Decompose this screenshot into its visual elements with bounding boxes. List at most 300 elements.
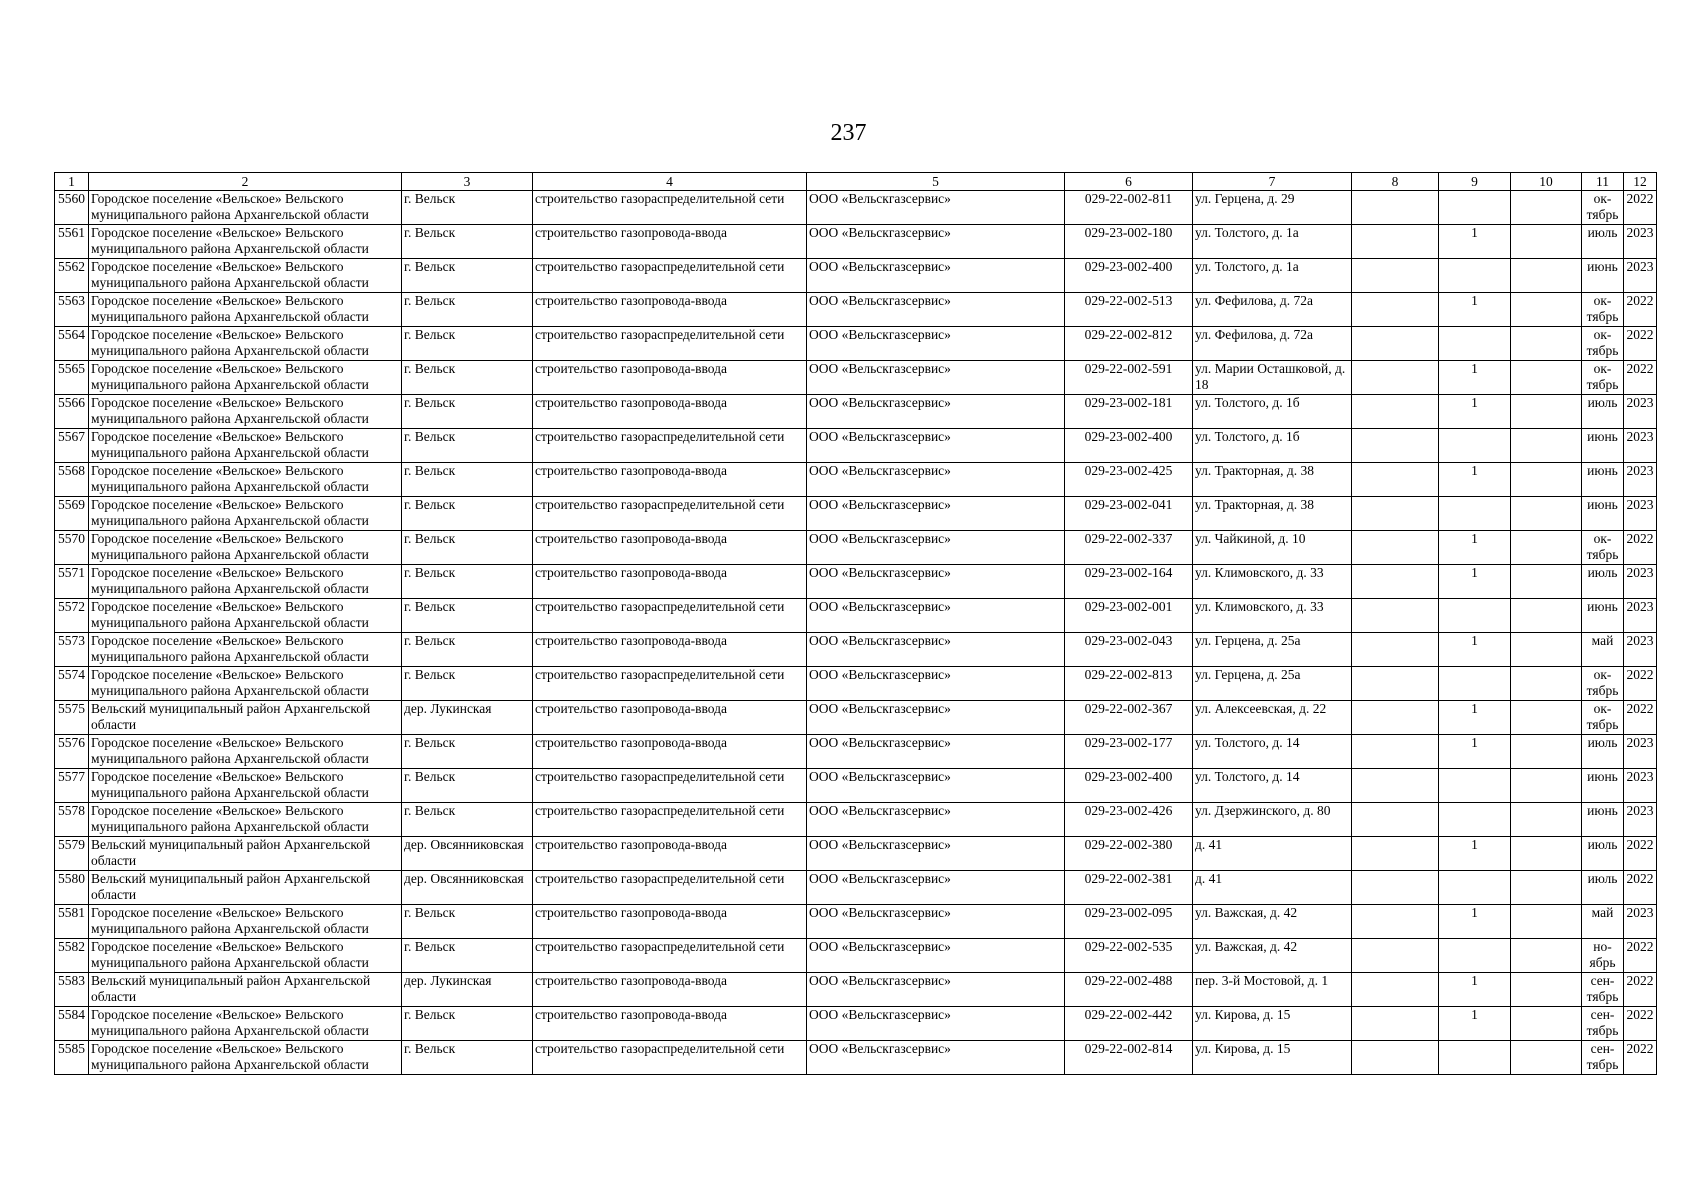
- work-type-cell: строительство газораспределительной сети: [533, 497, 807, 531]
- work-type-cell: строительство газораспределительной сети: [533, 1041, 807, 1075]
- settlement-cell: г. Вельск: [402, 463, 533, 497]
- column-header: 10: [1511, 173, 1582, 191]
- company-cell: ООО «Вельскгазсервис»: [807, 327, 1065, 361]
- object-code-cell: 029-23-002-180: [1065, 225, 1193, 259]
- table-row: [55, 293, 1657, 327]
- month-cell: ок-тябрь: [1582, 667, 1624, 701]
- row-number-cell: 5564: [55, 327, 89, 361]
- municipality-cell: Городское поселение «Вельское» Вельского муниципального района Архангельской области: [89, 1041, 402, 1075]
- municipality-cell: Городское поселение «Вельское» Вельского муниципального района Архангельской области: [89, 939, 402, 973]
- count-cell: [1439, 803, 1511, 837]
- column-8-cell: [1352, 939, 1439, 973]
- month-cell: ок-тябрь: [1582, 327, 1624, 361]
- object-code-cell: 029-22-002-337: [1065, 531, 1193, 565]
- column-8-cell: [1352, 1007, 1439, 1041]
- column-10-cell: [1511, 1007, 1582, 1041]
- row-number-cell: 5565: [55, 361, 89, 395]
- column-header: 11: [1582, 173, 1624, 191]
- work-type-cell: строительство газопровода-ввода: [533, 633, 807, 667]
- address-cell: ул. Герцена, д. 29: [1193, 191, 1352, 225]
- company-cell: ООО «Вельскгазсервис»: [807, 395, 1065, 429]
- object-code-cell: 029-22-002-381: [1065, 871, 1193, 905]
- column-10-cell: [1511, 565, 1582, 599]
- column-header: 3: [402, 173, 533, 191]
- company-cell: ООО «Вельскгазсервис»: [807, 293, 1065, 327]
- column-header: 5: [807, 173, 1065, 191]
- object-code-cell: 029-23-002-425: [1065, 463, 1193, 497]
- month-cell: ок-тябрь: [1582, 191, 1624, 225]
- count-cell: 1: [1439, 973, 1511, 1007]
- municipality-cell: Городское поселение «Вельское» Вельского муниципального района Архангельской области: [89, 191, 402, 225]
- year-cell: 2023: [1624, 463, 1657, 497]
- month-cell: но-ябрь: [1582, 939, 1624, 973]
- month-cell: ок-тябрь: [1582, 701, 1624, 735]
- work-type-cell: строительство газопровода-ввода: [533, 565, 807, 599]
- settlement-cell: г. Вельск: [402, 429, 533, 463]
- year-cell: 2023: [1624, 497, 1657, 531]
- count-cell: [1439, 871, 1511, 905]
- object-code-cell: 029-23-002-164: [1065, 565, 1193, 599]
- address-cell: ул. Толстого, д. 1б: [1193, 395, 1352, 429]
- column-8-cell: [1352, 361, 1439, 395]
- row-number-cell: 5577: [55, 769, 89, 803]
- object-code-cell: 029-22-002-811: [1065, 191, 1193, 225]
- count-cell: 1: [1439, 463, 1511, 497]
- work-type-cell: строительство газопровода-ввода: [533, 905, 807, 939]
- work-type-cell: строительство газораспределительной сети: [533, 191, 807, 225]
- column-10-cell: [1511, 361, 1582, 395]
- year-cell: 2023: [1624, 803, 1657, 837]
- column-8-cell: [1352, 429, 1439, 463]
- work-type-cell: строительство газораспределительной сети: [533, 803, 807, 837]
- address-cell: ул. Важская, д. 42: [1193, 939, 1352, 973]
- settlement-cell: г. Вельск: [402, 633, 533, 667]
- count-cell: 1: [1439, 735, 1511, 769]
- column-10-cell: [1511, 701, 1582, 735]
- municipality-cell: Городское поселение «Вельское» Вельского муниципального района Архангельской области: [89, 769, 402, 803]
- company-cell: ООО «Вельскгазсервис»: [807, 667, 1065, 701]
- municipality-cell: Вельский муниципальный район Архангельской области: [89, 973, 402, 1007]
- year-cell: 2022: [1624, 871, 1657, 905]
- work-type-cell: строительство газопровода-ввода: [533, 361, 807, 395]
- column-8-cell: [1352, 565, 1439, 599]
- count-cell: 1: [1439, 1007, 1511, 1041]
- year-cell: 2022: [1624, 667, 1657, 701]
- column-10-cell: [1511, 871, 1582, 905]
- address-cell: ул. Кирова, д. 15: [1193, 1007, 1352, 1041]
- object-code-cell: 029-22-002-535: [1065, 939, 1193, 973]
- row-number-cell: 5572: [55, 599, 89, 633]
- column-10-cell: [1511, 191, 1582, 225]
- table-row: [55, 565, 1657, 599]
- row-number-cell: 5581: [55, 905, 89, 939]
- column-8-cell: [1352, 497, 1439, 531]
- column-10-cell: [1511, 735, 1582, 769]
- row-number-cell: 5561: [55, 225, 89, 259]
- work-type-cell: строительство газопровода-ввода: [533, 973, 807, 1007]
- column-8-cell: [1352, 837, 1439, 871]
- object-code-cell: 029-23-002-043: [1065, 633, 1193, 667]
- municipality-cell: Городское поселение «Вельское» Вельского муниципального района Архангельской области: [89, 225, 402, 259]
- company-cell: ООО «Вельскгазсервис»: [807, 769, 1065, 803]
- address-cell: ул. Алексеевская, д. 22: [1193, 701, 1352, 735]
- table-row: [55, 803, 1657, 837]
- work-type-cell: строительство газопровода-ввода: [533, 395, 807, 429]
- company-cell: ООО «Вельскгазсервис»: [807, 225, 1065, 259]
- municipality-cell: Городское поселение «Вельское» Вельского муниципального района Архангельской области: [89, 735, 402, 769]
- year-cell: 2022: [1624, 531, 1657, 565]
- address-cell: ул. Кирова, д. 15: [1193, 1041, 1352, 1075]
- municipality-cell: Городское поселение «Вельское» Вельского муниципального района Архангельской области: [89, 429, 402, 463]
- month-cell: июль: [1582, 225, 1624, 259]
- work-type-cell: строительство газопровода-ввода: [533, 531, 807, 565]
- address-cell: ул. Герцена, д. 25а: [1193, 667, 1352, 701]
- settlement-cell: г. Вельск: [402, 769, 533, 803]
- month-cell: июнь: [1582, 429, 1624, 463]
- object-code-cell: 029-23-002-041: [1065, 497, 1193, 531]
- settlement-cell: г. Вельск: [402, 395, 533, 429]
- count-cell: 1: [1439, 293, 1511, 327]
- table-row: [55, 429, 1657, 463]
- settlement-cell: г. Вельск: [402, 1007, 533, 1041]
- column-8-cell: [1352, 395, 1439, 429]
- work-type-cell: строительство газораспределительной сети: [533, 871, 807, 905]
- column-8-cell: [1352, 905, 1439, 939]
- row-number-cell: 5585: [55, 1041, 89, 1075]
- table-row: [55, 463, 1657, 497]
- column-10-cell: [1511, 293, 1582, 327]
- row-number-cell: 5573: [55, 633, 89, 667]
- count-cell: 1: [1439, 225, 1511, 259]
- column-10-cell: [1511, 837, 1582, 871]
- table-row: [55, 259, 1657, 293]
- object-code-cell: 029-23-002-400: [1065, 259, 1193, 293]
- settlement-cell: г. Вельск: [402, 939, 533, 973]
- column-8-cell: [1352, 599, 1439, 633]
- address-cell: ул. Толстого, д. 14: [1193, 769, 1352, 803]
- table-row: [55, 1041, 1657, 1075]
- column-8-cell: [1352, 1041, 1439, 1075]
- year-cell: 2023: [1624, 259, 1657, 293]
- work-type-cell: строительство газораспределительной сети: [533, 667, 807, 701]
- work-type-cell: строительство газопровода-ввода: [533, 735, 807, 769]
- row-number-cell: 5578: [55, 803, 89, 837]
- address-cell: пер. 3-й Мостовой, д. 1: [1193, 973, 1352, 1007]
- work-type-cell: строительство газораспределительной сети: [533, 259, 807, 293]
- work-type-cell: строительство газопровода-ввода: [533, 463, 807, 497]
- municipality-cell: Городское поселение «Вельское» Вельского муниципального района Архангельской области: [89, 599, 402, 633]
- month-cell: ок-тябрь: [1582, 361, 1624, 395]
- count-cell: [1439, 429, 1511, 463]
- company-cell: ООО «Вельскгазсервис»: [807, 259, 1065, 293]
- count-cell: 1: [1439, 701, 1511, 735]
- year-cell: 2022: [1624, 701, 1657, 735]
- year-cell: 2022: [1624, 293, 1657, 327]
- column-8-cell: [1352, 735, 1439, 769]
- row-number-cell: 5576: [55, 735, 89, 769]
- column-10-cell: [1511, 395, 1582, 429]
- work-type-cell: строительство газопровода-ввода: [533, 701, 807, 735]
- column-10-cell: [1511, 1041, 1582, 1075]
- table-row: [55, 769, 1657, 803]
- address-cell: ул. Герцена, д. 25а: [1193, 633, 1352, 667]
- address-cell: ул. Толстого, д. 1а: [1193, 225, 1352, 259]
- settlement-cell: г. Вельск: [402, 667, 533, 701]
- company-cell: ООО «Вельскгазсервис»: [807, 531, 1065, 565]
- company-cell: ООО «Вельскгазсервис»: [807, 497, 1065, 531]
- count-cell: 1: [1439, 905, 1511, 939]
- year-cell: 2022: [1624, 327, 1657, 361]
- table-row: [55, 973, 1657, 1007]
- year-cell: 2023: [1624, 225, 1657, 259]
- count-cell: [1439, 191, 1511, 225]
- row-number-cell: 5575: [55, 701, 89, 735]
- object-code-cell: 029-22-002-814: [1065, 1041, 1193, 1075]
- count-cell: [1439, 599, 1511, 633]
- table-row: [55, 905, 1657, 939]
- municipality-cell: Городское поселение «Вельское» Вельского муниципального района Архангельской области: [89, 259, 402, 293]
- object-code-cell: 029-23-002-181: [1065, 395, 1193, 429]
- month-cell: июль: [1582, 837, 1624, 871]
- column-8-cell: [1352, 633, 1439, 667]
- year-cell: 2022: [1624, 361, 1657, 395]
- column-8-cell: [1352, 259, 1439, 293]
- table-row: [55, 667, 1657, 701]
- row-number-cell: 5584: [55, 1007, 89, 1041]
- company-cell: ООО «Вельскгазсервис»: [807, 905, 1065, 939]
- object-code-cell: 029-23-002-095: [1065, 905, 1193, 939]
- column-10-cell: [1511, 803, 1582, 837]
- table-row: [55, 837, 1657, 871]
- address-cell: ул. Климовского, д. 33: [1193, 565, 1352, 599]
- year-cell: 2022: [1624, 939, 1657, 973]
- row-number-cell: 5580: [55, 871, 89, 905]
- month-cell: июль: [1582, 871, 1624, 905]
- column-8-cell: [1352, 803, 1439, 837]
- company-cell: ООО «Вельскгазсервис»: [807, 361, 1065, 395]
- row-number-cell: 5583: [55, 973, 89, 1007]
- count-cell: 1: [1439, 565, 1511, 599]
- table-row: [55, 735, 1657, 769]
- object-code-cell: 029-23-002-426: [1065, 803, 1193, 837]
- address-cell: ул. Климовского, д. 33: [1193, 599, 1352, 633]
- column-8-cell: [1352, 667, 1439, 701]
- month-cell: ок-тябрь: [1582, 531, 1624, 565]
- object-code-cell: 029-22-002-591: [1065, 361, 1193, 395]
- column-header: 8: [1352, 173, 1439, 191]
- municipality-cell: Городское поселение «Вельское» Вельского муниципального района Архангельской области: [89, 293, 402, 327]
- count-cell: 1: [1439, 361, 1511, 395]
- address-cell: д. 41: [1193, 837, 1352, 871]
- object-code-cell: 029-22-002-488: [1065, 973, 1193, 1007]
- company-cell: ООО «Вельскгазсервис»: [807, 871, 1065, 905]
- column-header: 7: [1193, 173, 1352, 191]
- count-cell: 1: [1439, 395, 1511, 429]
- column-10-cell: [1511, 327, 1582, 361]
- month-cell: июнь: [1582, 599, 1624, 633]
- table-row: [55, 1007, 1657, 1041]
- row-number-cell: 5566: [55, 395, 89, 429]
- company-cell: ООО «Вельскгазсервис»: [807, 429, 1065, 463]
- table-row: [55, 225, 1657, 259]
- year-cell: 2023: [1624, 905, 1657, 939]
- month-cell: сен-тябрь: [1582, 973, 1624, 1007]
- company-cell: ООО «Вельскгазсервис»: [807, 939, 1065, 973]
- column-10-cell: [1511, 429, 1582, 463]
- address-cell: ул. Марии Осташковой, д. 18: [1193, 361, 1352, 395]
- company-cell: ООО «Вельскгазсервис»: [807, 735, 1065, 769]
- table-row: [55, 531, 1657, 565]
- count-cell: 1: [1439, 531, 1511, 565]
- settlement-cell: г. Вельск: [402, 905, 533, 939]
- municipality-cell: Городское поселение «Вельское» Вельского муниципального района Архангельской области: [89, 531, 402, 565]
- company-cell: ООО «Вельскгазсервис»: [807, 973, 1065, 1007]
- table-row: [55, 395, 1657, 429]
- column-10-cell: [1511, 599, 1582, 633]
- year-cell: 2023: [1624, 599, 1657, 633]
- registry-table: [54, 172, 1657, 1075]
- settlement-cell: г. Вельск: [402, 565, 533, 599]
- address-cell: д. 41: [1193, 871, 1352, 905]
- settlement-cell: г. Вельск: [402, 225, 533, 259]
- count-cell: 1: [1439, 633, 1511, 667]
- column-header: 4: [533, 173, 807, 191]
- municipality-cell: Городское поселение «Вельское» Вельского муниципального района Архангельской области: [89, 565, 402, 599]
- address-cell: ул. Толстого, д. 1а: [1193, 259, 1352, 293]
- company-cell: ООО «Вельскгазсервис»: [807, 565, 1065, 599]
- year-cell: 2023: [1624, 429, 1657, 463]
- settlement-cell: дер. Овсянниковская: [402, 837, 533, 871]
- column-10-cell: [1511, 259, 1582, 293]
- row-number-cell: 5560: [55, 191, 89, 225]
- municipality-cell: Городское поселение «Вельское» Вельского муниципального района Архангельской области: [89, 667, 402, 701]
- year-cell: 2022: [1624, 191, 1657, 225]
- year-cell: 2023: [1624, 395, 1657, 429]
- object-code-cell: 029-23-002-400: [1065, 429, 1193, 463]
- municipality-cell: Вельский муниципальный район Архангельской области: [89, 837, 402, 871]
- table-row: [55, 701, 1657, 735]
- column-8-cell: [1352, 701, 1439, 735]
- municipality-cell: Вельский муниципальный район Архангельской области: [89, 871, 402, 905]
- month-cell: июнь: [1582, 769, 1624, 803]
- row-number-cell: 5563: [55, 293, 89, 327]
- header-row: [55, 173, 1657, 191]
- row-number-cell: 5568: [55, 463, 89, 497]
- municipality-cell: Городское поселение «Вельское» Вельского муниципального района Архангельской области: [89, 463, 402, 497]
- work-type-cell: строительство газопровода-ввода: [533, 293, 807, 327]
- column-header: 2: [89, 173, 402, 191]
- municipality-cell: Городское поселение «Вельское» Вельского муниципального района Архангельской области: [89, 497, 402, 531]
- object-code-cell: 029-22-002-812: [1065, 327, 1193, 361]
- row-number-cell: 5570: [55, 531, 89, 565]
- month-cell: июнь: [1582, 497, 1624, 531]
- column-10-cell: [1511, 905, 1582, 939]
- row-number-cell: 5579: [55, 837, 89, 871]
- column-header: 6: [1065, 173, 1193, 191]
- year-cell: 2022: [1624, 1007, 1657, 1041]
- month-cell: сен-тябрь: [1582, 1041, 1624, 1075]
- row-number-cell: 5569: [55, 497, 89, 531]
- month-cell: июль: [1582, 565, 1624, 599]
- column-10-cell: [1511, 939, 1582, 973]
- work-type-cell: строительство газопровода-ввода: [533, 225, 807, 259]
- table-body: [55, 191, 1657, 1075]
- object-code-cell: 029-23-002-177: [1065, 735, 1193, 769]
- object-code-cell: 029-22-002-442: [1065, 1007, 1193, 1041]
- column-10-cell: [1511, 225, 1582, 259]
- municipality-cell: Вельский муниципальный район Архангельской области: [89, 701, 402, 735]
- column-8-cell: [1352, 191, 1439, 225]
- row-number-cell: 5571: [55, 565, 89, 599]
- month-cell: июль: [1582, 735, 1624, 769]
- address-cell: ул. Важская, д. 42: [1193, 905, 1352, 939]
- work-type-cell: строительство газопровода-ввода: [533, 1007, 807, 1041]
- municipality-cell: Городское поселение «Вельское» Вельского муниципального района Архангельской области: [89, 361, 402, 395]
- row-number-cell: 5562: [55, 259, 89, 293]
- year-cell: 2022: [1624, 1041, 1657, 1075]
- count-cell: [1439, 497, 1511, 531]
- municipality-cell: Городское поселение «Вельское» Вельского муниципального района Архангельской области: [89, 633, 402, 667]
- column-8-cell: [1352, 463, 1439, 497]
- column-8-cell: [1352, 871, 1439, 905]
- address-cell: ул. Дзержинского, д. 80: [1193, 803, 1352, 837]
- column-header: 12: [1624, 173, 1657, 191]
- settlement-cell: г. Вельск: [402, 599, 533, 633]
- table-row: [55, 939, 1657, 973]
- count-cell: [1439, 1041, 1511, 1075]
- row-number-cell: 5574: [55, 667, 89, 701]
- row-number-cell: 5567: [55, 429, 89, 463]
- company-cell: ООО «Вельскгазсервис»: [807, 803, 1065, 837]
- settlement-cell: г. Вельск: [402, 497, 533, 531]
- municipality-cell: Городское поселение «Вельское» Вельского муниципального района Архангельской области: [89, 327, 402, 361]
- address-cell: ул. Чайкиной, д. 10: [1193, 531, 1352, 565]
- settlement-cell: г. Вельск: [402, 191, 533, 225]
- column-8-cell: [1352, 531, 1439, 565]
- year-cell: 2022: [1624, 973, 1657, 1007]
- settlement-cell: г. Вельск: [402, 1041, 533, 1075]
- count-cell: [1439, 939, 1511, 973]
- column-10-cell: [1511, 497, 1582, 531]
- company-cell: ООО «Вельскгазсервис»: [807, 1007, 1065, 1041]
- table-row: [55, 361, 1657, 395]
- work-type-cell: строительство газораспределительной сети: [533, 599, 807, 633]
- row-number-cell: 5582: [55, 939, 89, 973]
- object-code-cell: 029-23-002-400: [1065, 769, 1193, 803]
- month-cell: июнь: [1582, 259, 1624, 293]
- month-cell: июнь: [1582, 803, 1624, 837]
- count-cell: 1: [1439, 837, 1511, 871]
- company-cell: ООО «Вельскгазсервис»: [807, 463, 1065, 497]
- settlement-cell: г. Вельск: [402, 803, 533, 837]
- month-cell: июнь: [1582, 463, 1624, 497]
- table-row: [55, 871, 1657, 905]
- count-cell: [1439, 327, 1511, 361]
- column-8-cell: [1352, 769, 1439, 803]
- object-code-cell: 029-23-002-001: [1065, 599, 1193, 633]
- page-number: 237: [830, 120, 867, 146]
- object-code-cell: 029-22-002-813: [1065, 667, 1193, 701]
- column-10-cell: [1511, 633, 1582, 667]
- table-row: [55, 497, 1657, 531]
- settlement-cell: г. Вельск: [402, 361, 533, 395]
- work-type-cell: строительство газораспределительной сети: [533, 769, 807, 803]
- count-cell: [1439, 667, 1511, 701]
- table-row: [55, 327, 1657, 361]
- column-8-cell: [1352, 973, 1439, 1007]
- municipality-cell: Городское поселение «Вельское» Вельского муниципального района Архангельской области: [89, 803, 402, 837]
- work-type-cell: строительство газораспределительной сети: [533, 939, 807, 973]
